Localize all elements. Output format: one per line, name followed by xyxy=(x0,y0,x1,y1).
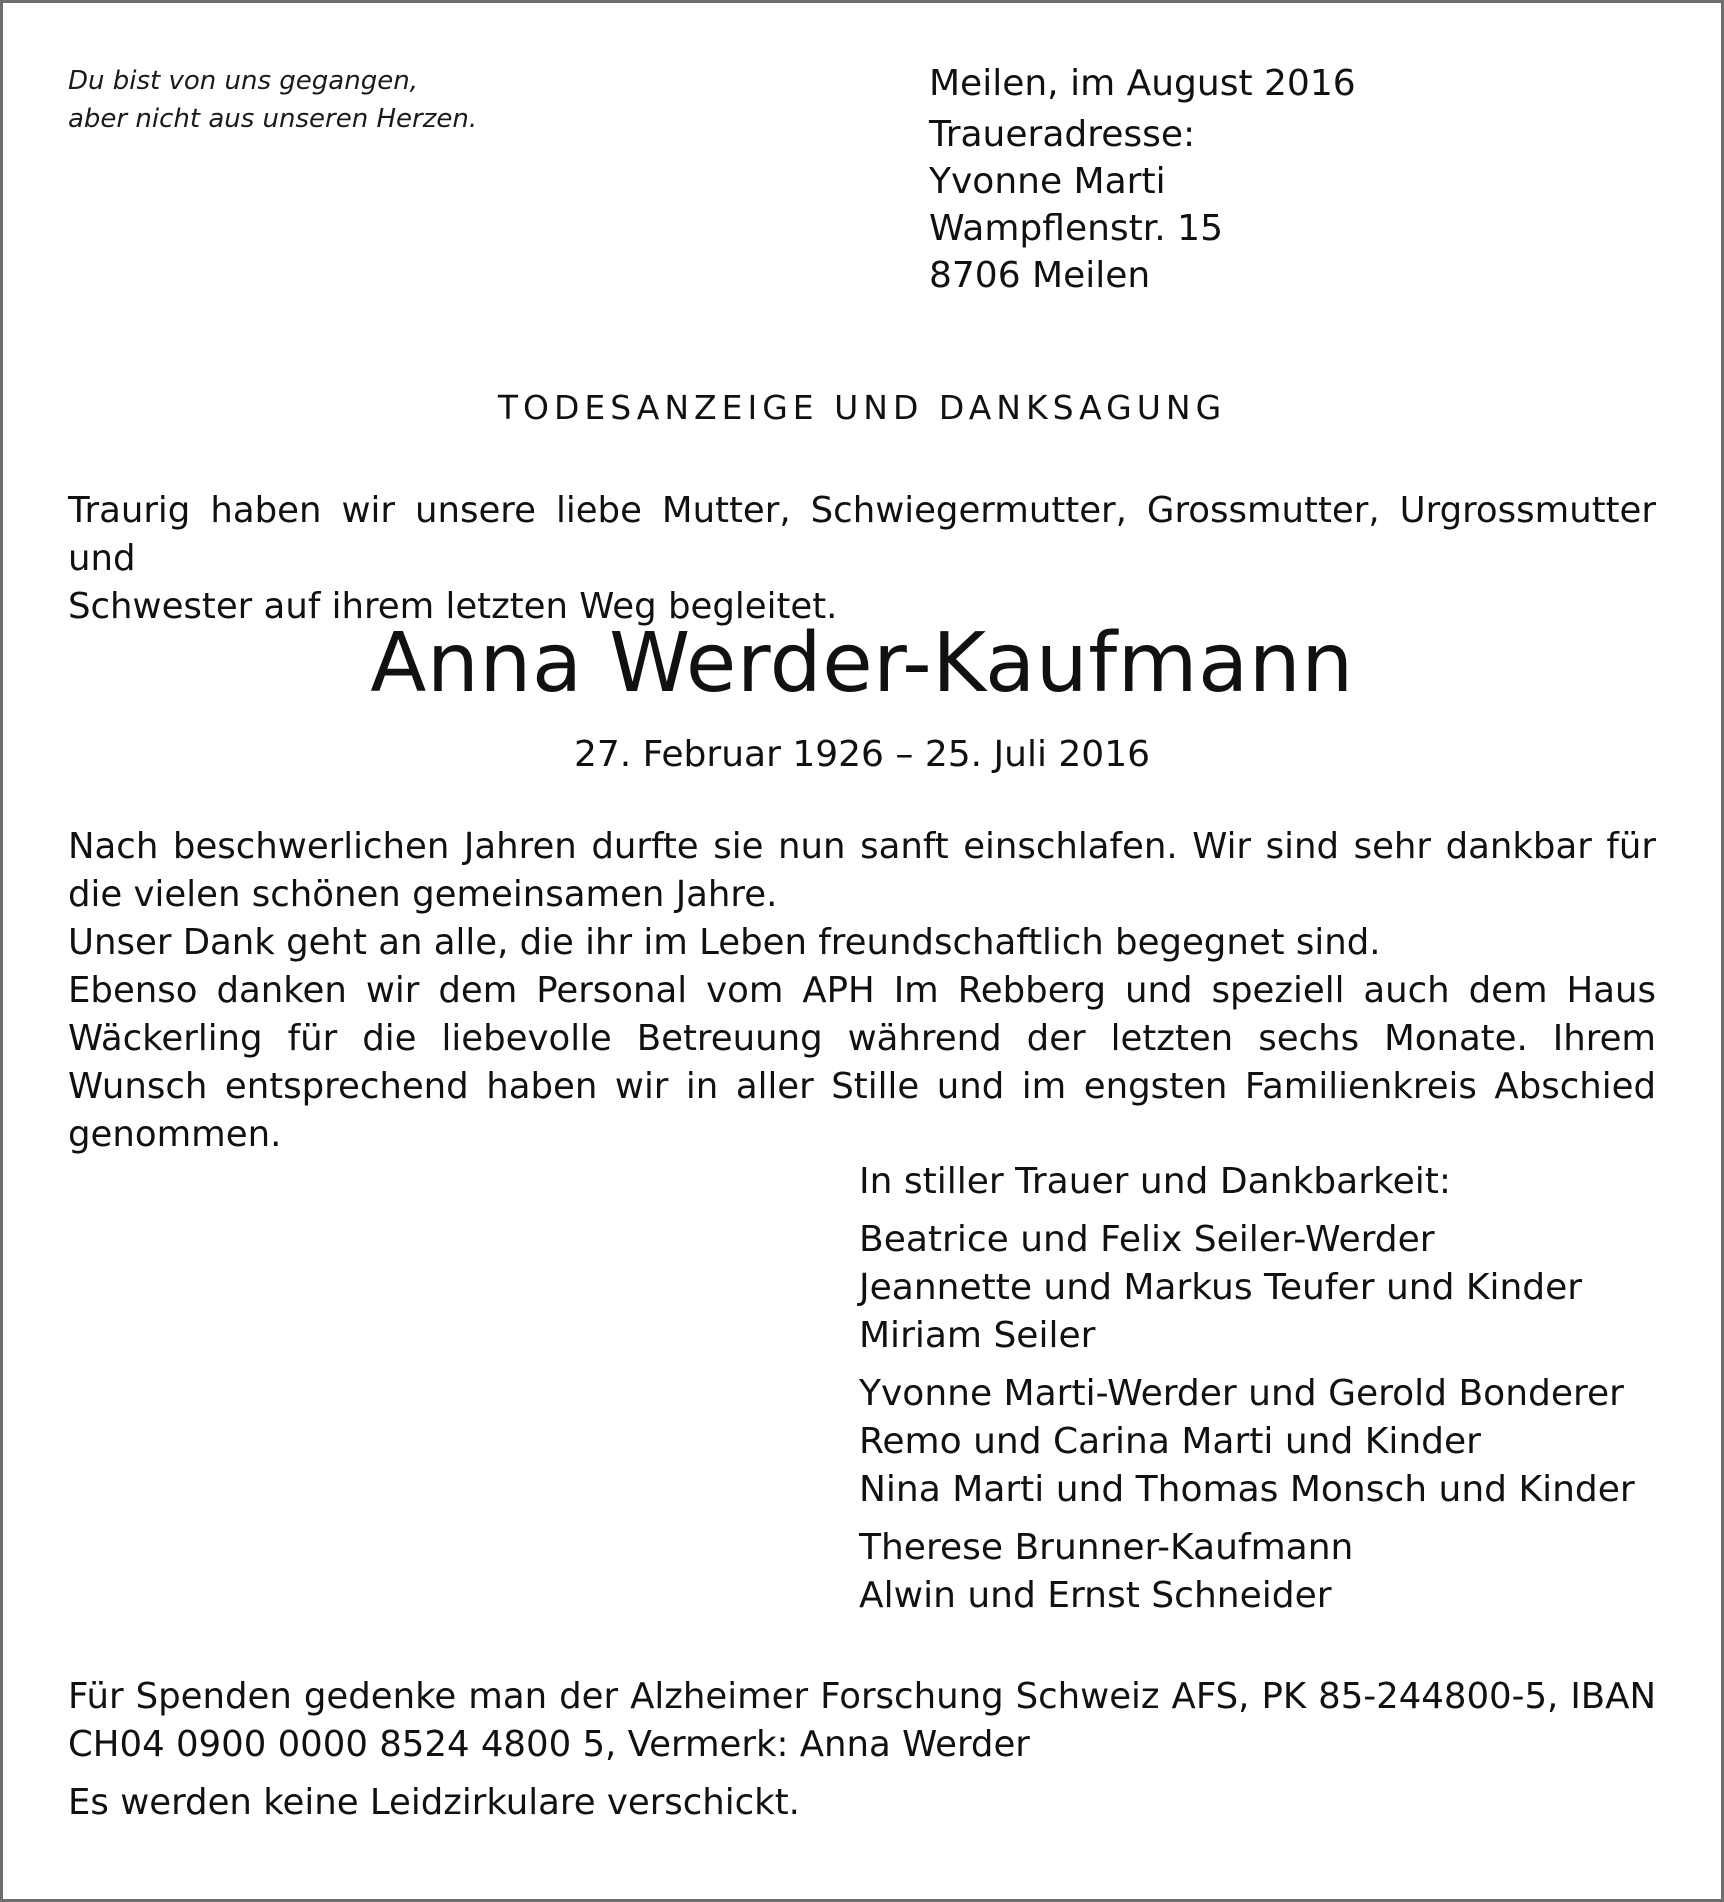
thanks-paragraph: Nach beschwerlichen Jahren durfte sie nun sanft einschlafen. Wir sind sehr dankbar für die vielen schönen gemeinsamen Jahre. xyxy=(68,826,1656,915)
motto-line: Du bist von uns gegangen, xyxy=(68,66,418,96)
thanks-text xyxy=(68,823,1656,1159)
thanks-paragraph: Ebenso danken wir dem Personal vom APH Im Rebberg und speziell auch dem Haus Wäckerling für die liebevolle Betreuung während der letzten sechs Monate. Ihrem Wunsch entsprechend haben wir in aller Stille und im engsten Familienkreis Abschied genommen. xyxy=(68,970,1656,1155)
mourners-list xyxy=(859,1158,1635,1620)
donation-note: Für Spenden gedenke man der Alzheimer Forschung Schweiz AFS, PK 85-244800-5, IBAN CH04 0900 0000 8524 4800 5, Vermerk: Anna Werder xyxy=(68,1676,1656,1765)
header-block xyxy=(929,60,1356,299)
place-date: Meilen, im August 2016 xyxy=(929,63,1356,104)
notice-heading: TODESANZEIGE UND DANKSAGUNG xyxy=(497,388,1227,427)
motto xyxy=(68,62,477,138)
mourner-group xyxy=(859,1524,1635,1620)
mourner-group xyxy=(859,1370,1635,1514)
intro-line: Schwester auf ihrem letzten Weg begleitet. xyxy=(68,586,838,627)
footer-text xyxy=(68,1673,1656,1827)
mourner-name: Nina Marti und Thomas Monsch und Kinder xyxy=(859,1469,1635,1510)
mourner-name: Yvonne Marti-Werder und Gerold Bonderer xyxy=(859,1373,1624,1414)
mourner-name: Jeannette und Markus Teufer und Kinder xyxy=(859,1267,1583,1308)
address-street: Wampflenstr. 15 xyxy=(929,208,1223,249)
motto-line: aber nicht aus unseren Herzen. xyxy=(68,104,478,134)
intro-text xyxy=(68,487,1656,631)
signoff-intro: In stiller Trauer und Dankbarkeit: xyxy=(859,1161,1451,1202)
address-name: Yvonne Marti xyxy=(929,161,1166,202)
life-dates: 27. Februar 1926 – 25. Juli 2016 xyxy=(573,734,1151,775)
thanks-paragraph: Unser Dank geht an alle, die ihr im Leben freundschaftlich begegnet sind. xyxy=(68,922,1381,963)
deceased-name: Anna Werder-Kaufmann xyxy=(370,616,1354,711)
mourner-name: Miriam Seiler xyxy=(859,1315,1096,1356)
mourner-name: Remo und Carina Marti und Kinder xyxy=(859,1421,1481,1462)
mourner-name: Therese Brunner-Kaufmann xyxy=(859,1527,1354,1568)
address-label: Traueradresse: xyxy=(929,114,1196,155)
mourner-name: Beatrice und Felix Seiler-Werder xyxy=(859,1219,1435,1260)
address-city: 8706 Meilen xyxy=(929,255,1151,296)
mourner-name: Alwin und Ernst Schneider xyxy=(859,1575,1332,1616)
mourner-group xyxy=(859,1216,1635,1360)
circular-notice: Es werden keine Leidzirkulare verschickt. xyxy=(68,1782,800,1823)
intro-line: Traurig haben wir unsere liebe Mutter, Schwiegermutter, Grossmutter, Urgrossmutter und xyxy=(68,490,1656,579)
